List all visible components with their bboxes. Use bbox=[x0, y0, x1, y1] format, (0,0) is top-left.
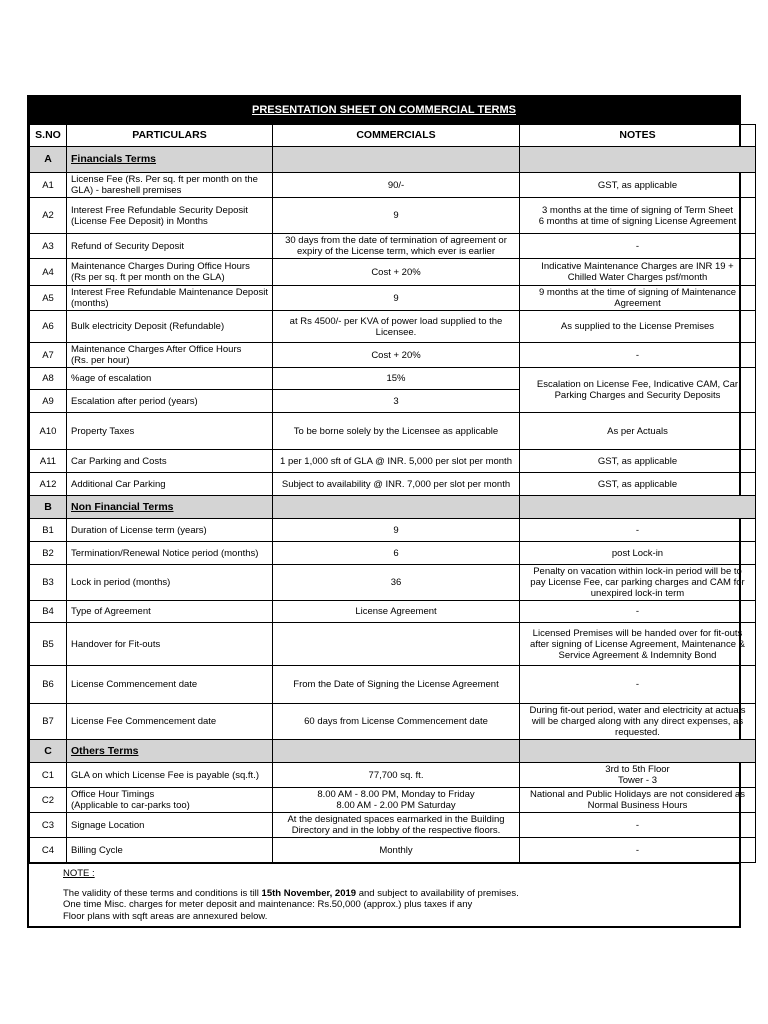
term-sno: A2 bbox=[30, 198, 67, 234]
term-row-a1 bbox=[30, 173, 756, 198]
term-sno: A3 bbox=[30, 234, 67, 259]
term-sno: B7 bbox=[30, 704, 67, 740]
term-particular: Maintenance Charges After Office Hours (Rs. per hour) bbox=[67, 343, 273, 368]
term-sno: A11 bbox=[30, 450, 67, 473]
term-note: 3rd to 5th Floor Tower - 3 bbox=[520, 763, 756, 788]
terms-table bbox=[29, 124, 756, 863]
commercial-terms-sheet bbox=[27, 95, 746, 928]
term-sno: B1 bbox=[30, 519, 67, 542]
term-particular: Termination/Renewal Notice period (months) bbox=[67, 542, 273, 565]
term-particular: Property Taxes bbox=[67, 413, 273, 450]
term-commercial: 9 bbox=[273, 286, 520, 311]
term-commercial: at Rs 4500/- per KVA of power load supplied to the Licensee. bbox=[273, 311, 520, 343]
term-sno: A5 bbox=[30, 286, 67, 311]
term-commercial: 90/- bbox=[273, 173, 520, 198]
note-validity-suffix: and subject to availability of premises. bbox=[356, 887, 519, 899]
term-particular: Additional Car Parking bbox=[67, 473, 273, 496]
term-row-a3 bbox=[30, 234, 756, 259]
term-row-c1 bbox=[30, 763, 756, 788]
term-note: - bbox=[520, 519, 756, 542]
term-row-a7 bbox=[30, 343, 756, 368]
term-particular: Car Parking and Costs bbox=[67, 450, 273, 473]
term-commercial: Subject to availability @ INR. 7,000 per slot per month bbox=[273, 473, 520, 496]
term-row-c3 bbox=[30, 813, 756, 838]
note-section bbox=[29, 863, 739, 926]
section-commercials-blank bbox=[273, 147, 520, 173]
term-commercial: 77,700 sq. ft. bbox=[273, 763, 520, 788]
term-row-c2 bbox=[30, 788, 756, 813]
term-row-c4 bbox=[30, 838, 756, 863]
term-sno: B2 bbox=[30, 542, 67, 565]
term-sno: A10 bbox=[30, 413, 67, 450]
term-sno: A1 bbox=[30, 173, 67, 198]
term-row-b3 bbox=[30, 565, 756, 601]
sheet-title: PRESENTATION SHEET ON COMMERCIAL TERMS bbox=[29, 97, 739, 124]
section-row-c bbox=[30, 740, 756, 763]
term-sno: B3 bbox=[30, 565, 67, 601]
term-particular: GLA on which License Fee is payable (sq.ft.) bbox=[67, 763, 273, 788]
section-title: Others Terms bbox=[67, 740, 273, 763]
note-misc-charges: One time Misc. charges for meter deposit and maintenance: Rs.50,000 (approx.) plus taxes if any bbox=[63, 899, 473, 910]
term-particular: Billing Cycle bbox=[67, 838, 273, 863]
term-particular: Type of Agreement bbox=[67, 601, 273, 623]
section-commercials-blank bbox=[273, 740, 520, 763]
term-note: - bbox=[520, 813, 756, 838]
term-particular: Escalation after period (years) bbox=[67, 390, 273, 413]
term-commercial: 6 bbox=[273, 542, 520, 565]
term-row-b4 bbox=[30, 601, 756, 623]
note-validity-text: The validity of these terms and conditions is till bbox=[63, 887, 262, 899]
term-note: 3 months at the time of signing of Term Sheet 6 months at time of signing License Agreement bbox=[520, 198, 756, 234]
term-note: Licensed Premises will be handed over for fit-outs after signing of License Agreement, Maintenance & Service Agreement & Indemnity Bond bbox=[520, 623, 756, 666]
section-row-b bbox=[30, 496, 756, 519]
term-sno: A8 bbox=[30, 368, 67, 390]
term-sno: C1 bbox=[30, 763, 67, 788]
term-row-a5 bbox=[30, 286, 756, 311]
term-sno: C3 bbox=[30, 813, 67, 838]
term-row-b1 bbox=[30, 519, 756, 542]
term-particular: Handover for Fit-outs bbox=[67, 623, 273, 666]
term-particular: License Fee (Rs. Per sq. ft per month on the GLA) - bareshell premises bbox=[67, 173, 273, 198]
header-row bbox=[30, 125, 756, 147]
term-row-b2 bbox=[30, 542, 756, 565]
term-particular: Duration of License term (years) bbox=[67, 519, 273, 542]
term-commercial: 1 per 1,000 sft of GLA @ INR. 5,000 per slot per month bbox=[273, 450, 520, 473]
term-note: As supplied to the License Premises bbox=[520, 311, 756, 343]
term-commercial: Cost + 20% bbox=[273, 343, 520, 368]
term-row-a6 bbox=[30, 311, 756, 343]
term-commercial: 60 days from License Commencement date bbox=[273, 704, 520, 740]
term-commercial: 8.00 AM - 8.00 PM, Monday to Friday 8.00 AM - 2.00 PM Saturday bbox=[273, 788, 520, 813]
terms-body bbox=[30, 147, 756, 863]
section-title: Financials Terms bbox=[67, 147, 273, 173]
term-particular: %age of escalation bbox=[67, 368, 273, 390]
header-notes: NOTES bbox=[520, 125, 756, 147]
term-note: GST, as applicable bbox=[520, 450, 756, 473]
note-validity-date: 15th November, 2019 bbox=[261, 887, 357, 899]
term-commercial: 15% bbox=[273, 368, 520, 390]
term-commercial: 30 days from the date of termination of agreement or expiry of the License term, which ever is earlier bbox=[273, 234, 520, 259]
term-particular: Maintenance Charges During Office Hours (Rs per sq. ft per month on the GLA) bbox=[67, 259, 273, 286]
term-row-a4 bbox=[30, 259, 756, 286]
term-note: - bbox=[520, 234, 756, 259]
term-particular: License Fee Commencement date bbox=[67, 704, 273, 740]
section-title: Non Financial Terms bbox=[67, 496, 273, 519]
term-row-b5 bbox=[30, 623, 756, 666]
term-note: As per Actuals bbox=[520, 413, 756, 450]
term-sno: A9 bbox=[30, 390, 67, 413]
section-code: B bbox=[30, 496, 67, 519]
term-sno: B5 bbox=[30, 623, 67, 666]
term-note: National and Public Holidays are not considered as Normal Business Hours bbox=[520, 788, 756, 813]
term-sno: B6 bbox=[30, 666, 67, 704]
section-notes-blank bbox=[520, 496, 756, 519]
term-particular: Interest Free Refundable Security Deposit (License Fee Deposit) in Months bbox=[67, 198, 273, 234]
term-row-a11 bbox=[30, 450, 756, 473]
header-sno: S.NO bbox=[30, 125, 67, 147]
term-particular: Refund of Security Deposit bbox=[67, 234, 273, 259]
term-note: - bbox=[520, 601, 756, 623]
term-commercial: 3 bbox=[273, 390, 520, 413]
term-note: Indicative Maintenance Charges are INR 19 + Chilled Water Charges psf/month bbox=[520, 259, 756, 286]
term-sno: B4 bbox=[30, 601, 67, 623]
term-sno: A7 bbox=[30, 343, 67, 368]
term-commercial: 36 bbox=[273, 565, 520, 601]
note-floor-plans: Floor plans with sqft areas are annexured below. bbox=[63, 910, 268, 922]
note-heading: NOTE : bbox=[63, 868, 95, 879]
section-code: C bbox=[30, 740, 67, 763]
term-row-b7 bbox=[30, 704, 756, 740]
term-commercial: From the Date of Signing the License Agreement bbox=[273, 666, 520, 704]
term-sno: A6 bbox=[30, 311, 67, 343]
term-row-a12 bbox=[30, 473, 756, 496]
term-sno: C2 bbox=[30, 788, 67, 813]
term-particular: Interest Free Refundable Maintenance Deposit (months) bbox=[67, 286, 273, 311]
term-commercial: 9 bbox=[273, 519, 520, 542]
section-row-a bbox=[30, 147, 756, 173]
term-particular: Lock in period (months) bbox=[67, 565, 273, 601]
header-particulars: PARTICULARS bbox=[67, 125, 273, 147]
term-note: Penalty on vacation within lock-in period will be to pay License Fee, car parking charges and CAM for unexpired lock-in term bbox=[520, 565, 756, 601]
term-note: During fit-out period, water and electricity at actuals will be charged along with any direct expenses, as requested. bbox=[520, 704, 756, 740]
term-note: GST, as applicable bbox=[520, 173, 756, 198]
header-commercials: COMMERCIALS bbox=[273, 125, 520, 147]
term-row-b6 bbox=[30, 666, 756, 704]
term-commercial: Cost + 20% bbox=[273, 259, 520, 286]
term-row-a10 bbox=[30, 413, 756, 450]
term-particular: Bulk electricity Deposit (Refundable) bbox=[67, 311, 273, 343]
term-commercial: At the designated spaces earmarked in the Building Directory and in the lobby of the respective floors. bbox=[273, 813, 520, 838]
term-particular: License Commencement date bbox=[67, 666, 273, 704]
term-note: post Lock-in bbox=[520, 542, 756, 565]
term-note: - bbox=[520, 666, 756, 704]
term-note: 9 months at the time of signing of Maintenance Agreement bbox=[520, 286, 756, 311]
term-note: - bbox=[520, 343, 756, 368]
term-row-a2 bbox=[30, 198, 756, 234]
term-note: GST, as applicable bbox=[520, 473, 756, 496]
term-sno: C4 bbox=[30, 838, 67, 863]
section-notes-blank bbox=[520, 147, 756, 173]
term-particular: Signage Location bbox=[67, 813, 273, 838]
term-particular: Office Hour Timings (Applicable to car-parks too) bbox=[67, 788, 273, 813]
term-note: Escalation on License Fee, Indicative CAM, Car Parking Charges and Security Deposits bbox=[520, 368, 756, 413]
term-commercial bbox=[273, 623, 520, 666]
note-validity-line bbox=[63, 888, 735, 900]
term-commercial: Monthly bbox=[273, 838, 520, 863]
term-row-a8 bbox=[30, 368, 756, 390]
section-notes-blank bbox=[520, 740, 756, 763]
term-sno: A12 bbox=[30, 473, 67, 496]
term-note: - bbox=[520, 838, 756, 863]
section-commercials-blank bbox=[273, 496, 520, 519]
term-commercial: 9 bbox=[273, 198, 520, 234]
term-commercial: To be borne solely by the Licensee as applicable bbox=[273, 413, 520, 450]
section-code: A bbox=[30, 147, 67, 173]
term-commercial: License Agreement bbox=[273, 601, 520, 623]
term-sno: A4 bbox=[30, 259, 67, 286]
